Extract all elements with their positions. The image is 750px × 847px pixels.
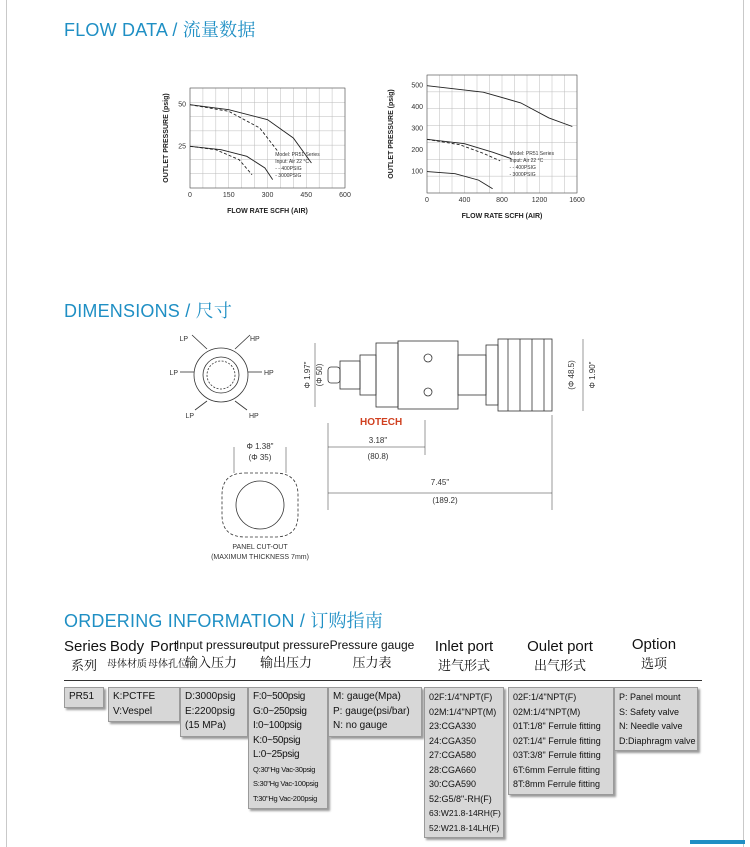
dim-3-18: 3.18" bbox=[368, 436, 388, 445]
output-option: L:0~25psig bbox=[253, 749, 300, 760]
front-view bbox=[180, 335, 262, 410]
port-lp-bottom: LP bbox=[185, 413, 194, 420]
header-body-en: Body bbox=[109, 638, 145, 655]
outlet-option: 6T:6mm Ferrule fitting bbox=[513, 764, 601, 775]
y-tick-label: 300 bbox=[411, 125, 423, 133]
port-hp-mid: HP bbox=[264, 370, 274, 377]
header-outlet-zh: 出气形式 bbox=[533, 658, 586, 673]
port-hp-top: HP bbox=[250, 336, 260, 343]
order-connector-line bbox=[64, 680, 702, 681]
header-outlet-en: Oulet port bbox=[527, 638, 593, 655]
header-port-zh: 母体孔位 bbox=[148, 659, 188, 670]
output-option: K:0~50psig bbox=[253, 734, 301, 746]
y-tick-label: 50 bbox=[178, 101, 186, 109]
header-body-zh: 母体材质 bbox=[107, 659, 147, 670]
outlet-option: 03T:3/8" Ferrule fitting bbox=[513, 750, 601, 760]
header-option bbox=[620, 636, 688, 672]
x-axis-label: FLOW RATE SCFH (AIR) bbox=[227, 208, 308, 215]
header-option-en: Option bbox=[631, 636, 677, 653]
header-gauge-en: Pressure gauge bbox=[329, 638, 415, 652]
cutout-dia-in: Φ 1.38" bbox=[246, 442, 274, 451]
output-option: I:0~100psig bbox=[253, 720, 302, 731]
flow-chart-left bbox=[160, 80, 360, 225]
brand-logo: HOTECH bbox=[360, 417, 403, 428]
outlet-option: 01T:1/8" Ferrule fitting bbox=[513, 721, 601, 731]
y-axis-label: OUTLET PRESSURE (psig) bbox=[388, 89, 395, 179]
header-input-zh: 输入压力 bbox=[184, 655, 237, 670]
input-box bbox=[180, 687, 248, 737]
option-item: S: Safety valve bbox=[619, 706, 680, 717]
header-series bbox=[64, 638, 107, 674]
header-gauge bbox=[326, 638, 418, 671]
x-tick-label: 150 bbox=[222, 192, 235, 199]
left-dia-in: Φ 1.97" bbox=[303, 361, 312, 389]
x-tick-label: 450 bbox=[300, 192, 313, 199]
header-port-en: Port bbox=[150, 638, 178, 655]
outlet-option: 02M:1/4"NPT(M) bbox=[513, 706, 581, 717]
header-output-en: output pressure bbox=[246, 638, 330, 652]
output-option: Q:30"Hg Vac-30psig bbox=[253, 764, 316, 774]
port-lp-top: LP bbox=[179, 336, 188, 343]
inlet-option: 02M:1/4"NPT(M) bbox=[429, 706, 497, 717]
option-item: N: Needle valve bbox=[619, 721, 683, 731]
x-tick-label: 300 bbox=[261, 192, 274, 199]
option-item: D:Diaphragm valve bbox=[619, 735, 696, 746]
cutout-dia-mm: (Φ 35) bbox=[248, 453, 272, 462]
output-option: G:0~250psig bbox=[253, 705, 307, 717]
inlet-option: 24:CGA350 bbox=[429, 735, 477, 746]
inlet-option: 28:CGA660 bbox=[429, 764, 477, 775]
header-output bbox=[246, 638, 330, 671]
inlet-option: 30:CGA590 bbox=[429, 779, 477, 789]
series-option: PR51 bbox=[69, 691, 95, 702]
output-option: S:30"Hg Vac-100psig bbox=[253, 779, 319, 788]
header-series-en: Series bbox=[64, 638, 107, 655]
option-item: P: Panel mount bbox=[619, 692, 681, 702]
header-series-zh: 系列 bbox=[70, 658, 97, 673]
body-box bbox=[108, 687, 180, 722]
outlet-option: 02F:1/4"NPT(F) bbox=[513, 692, 577, 702]
gauge-option: M: gauge(Mpa) bbox=[333, 691, 401, 702]
y-tick-label: 200 bbox=[411, 147, 423, 155]
x-tick-label: 400 bbox=[458, 197, 471, 204]
legend-entry: Input: Air 22 °C bbox=[509, 158, 544, 165]
header-body bbox=[106, 638, 148, 670]
inlet-option: 27:CGA580 bbox=[429, 750, 477, 760]
legend-entry: Input: Air 22 °C bbox=[275, 159, 309, 165]
inlet-option: 52:W21.8-14LH(F) bbox=[429, 822, 500, 833]
outlet-option: 02T:1/4" Ferrule fitting bbox=[513, 735, 601, 746]
left-dia-mm: (Φ 50) bbox=[315, 363, 324, 387]
x-tick-label: 800 bbox=[496, 197, 508, 204]
footer-accent-bar bbox=[690, 840, 745, 844]
outlet-box bbox=[508, 687, 614, 795]
inlet-option: 23:CGA330 bbox=[429, 721, 477, 731]
ordering-title: ORDERING INFORMATION / 订购指南 bbox=[64, 611, 384, 631]
y-tick-label: 400 bbox=[411, 104, 423, 112]
series-line bbox=[190, 146, 273, 179]
series-line bbox=[190, 146, 252, 174]
header-output-zh: 输出压力 bbox=[259, 655, 312, 670]
y-tick-label: 25 bbox=[178, 143, 186, 151]
header-input bbox=[176, 638, 253, 671]
y-tick-label: 500 bbox=[411, 82, 423, 90]
series-box bbox=[64, 687, 104, 708]
flow-data-title: FLOW DATA / 流量数据 bbox=[64, 20, 256, 40]
option-box bbox=[614, 687, 698, 751]
outlet-option: 8T:8mm Ferrule fitting bbox=[513, 779, 601, 789]
output-option: T:30"Hg Vac-200psig bbox=[253, 793, 317, 803]
legend-entry: - - 400PSIG bbox=[275, 166, 302, 172]
cutout-label: PANEL CUT-OUT bbox=[232, 544, 288, 551]
x-tick-label: 0 bbox=[188, 192, 192, 199]
header-outlet bbox=[520, 638, 600, 674]
dimensions-drawing bbox=[150, 325, 610, 570]
input-option: E:2200psig bbox=[185, 705, 236, 717]
x-tick-label: 1200 bbox=[531, 197, 548, 204]
dim-80-8: (80.8) bbox=[367, 452, 389, 461]
gauge-option: P: gauge(psi/bar) bbox=[333, 705, 410, 717]
gauge-box bbox=[328, 687, 422, 737]
legend-entry: Model: PR51 Series bbox=[275, 152, 320, 158]
gauge-option: N: no gauge bbox=[333, 720, 388, 731]
output-box bbox=[248, 687, 328, 809]
x-axis-label: FLOW RATE SCFH (AIR) bbox=[461, 213, 543, 220]
port-lp-mid: LP bbox=[169, 370, 178, 377]
header-inlet bbox=[425, 638, 503, 674]
x-tick-label: 600 bbox=[339, 192, 351, 199]
x-tick-label: 1600 bbox=[569, 197, 585, 204]
y-tick-label: 100 bbox=[411, 168, 423, 176]
inlet-box bbox=[424, 687, 504, 838]
right-dia-mm: (Φ 48.5) bbox=[567, 360, 576, 390]
legend-entry: - 3000PSIG bbox=[275, 173, 302, 179]
header-option-zh: 选项 bbox=[640, 656, 667, 671]
dim-189-2: (189.2) bbox=[432, 496, 458, 505]
inlet-option: 52:G5/8"-RH(F) bbox=[429, 793, 492, 804]
header-inlet-zh: 进气形式 bbox=[437, 658, 490, 673]
dimensions-title: DIMENSIONS / 尺寸 bbox=[64, 301, 233, 321]
flow-chart-right bbox=[385, 70, 600, 225]
input-option: (15 MPa) bbox=[185, 720, 227, 731]
inlet-option: 63:W21.8-14RH(F) bbox=[429, 808, 501, 818]
legend-entry: - 3000PSIG bbox=[509, 172, 536, 179]
output-option: F:0~500psig bbox=[253, 691, 306, 702]
inlet-option: 02F:1/4"NPT(F) bbox=[429, 692, 493, 702]
port-hp-bottom: HP bbox=[249, 413, 259, 420]
x-tick-label: 0 bbox=[425, 197, 429, 204]
y-axis-label: OUTLET PRESSURE (psig) bbox=[163, 93, 170, 183]
header-inlet-en: Inlet port bbox=[434, 638, 494, 655]
header-gauge-zh: 压力表 bbox=[352, 655, 392, 670]
input-option: D:3000psig bbox=[185, 691, 236, 702]
series-line bbox=[427, 172, 493, 189]
body-option: V:Vespel bbox=[113, 705, 153, 717]
body-option: K:PCTFE bbox=[113, 691, 156, 702]
legend-entry: - - 400PSIG bbox=[509, 165, 536, 172]
dim-7-45: 7.45" bbox=[430, 478, 450, 487]
header-input-en: Input pressure bbox=[176, 638, 253, 652]
cutout-thickness: (MAXIMUM THICKNESS 7mm) bbox=[211, 554, 309, 561]
right-dia-in: Φ 1.90" bbox=[588, 361, 597, 389]
series-line bbox=[190, 105, 278, 152]
legend-entry: Model: PR51 Series bbox=[509, 151, 554, 158]
